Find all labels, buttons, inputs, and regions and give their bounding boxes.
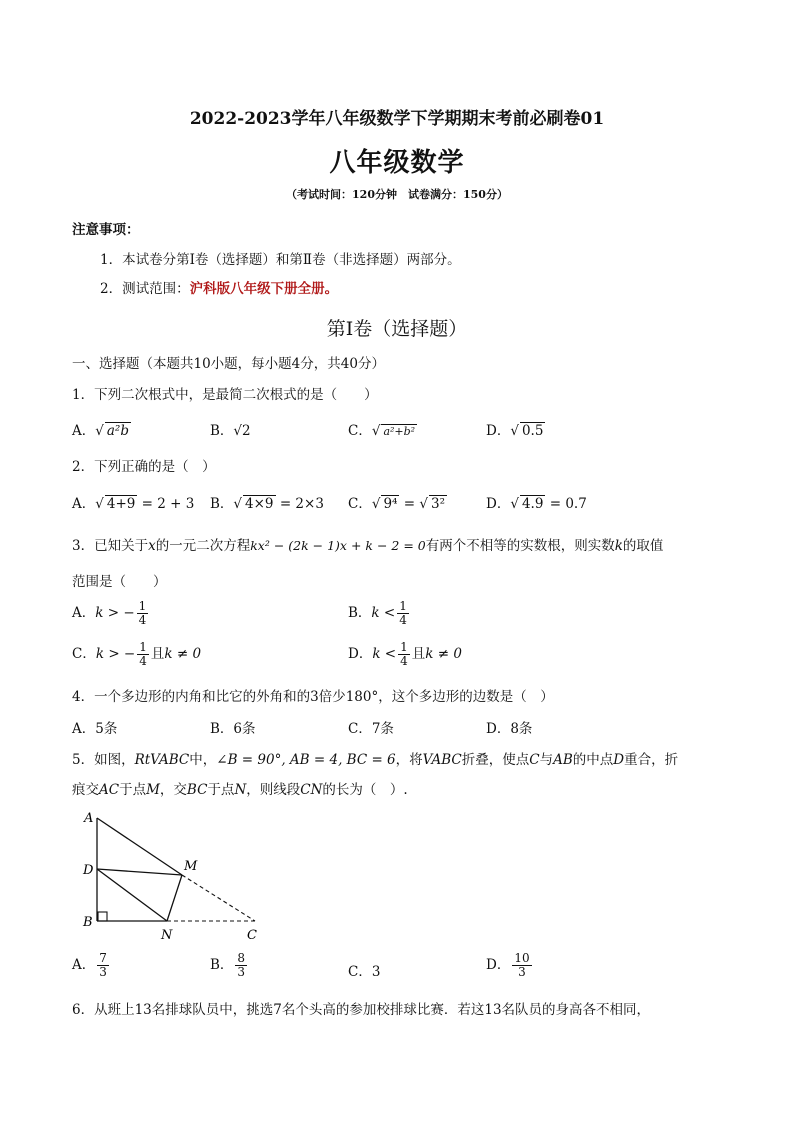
q2-option-c: C．√ 9⁴ = √ 3² [348, 496, 445, 512]
q1-stem: 1．下列二次根式中，是最简二次根式的是（ ） [72, 387, 378, 403]
q5-l2-d: 于点 [207, 782, 235, 798]
q2-a-label: A． [72, 496, 96, 512]
segment-dm [97, 869, 182, 875]
q1-c-label: C． [348, 423, 372, 439]
q5-l1-a: 5．如图， [72, 752, 135, 768]
notes-item-1: 1．本试卷分第Ⅰ卷（选择题）和第Ⅱ卷（非选择题）两部分。 [100, 252, 461, 268]
q3-b-label: B． [348, 605, 372, 621]
q6-stem: 6．从班上13名排球队员中，挑选7名个头高的参加校排球比赛．若这13名队员的身高各不相同， [72, 1002, 651, 1018]
label-c: C [247, 928, 257, 943]
q3-d-label: D． [348, 646, 373, 662]
q5-l1-c: ，将 [395, 752, 423, 768]
segment-mn [167, 875, 182, 921]
label-n: N [161, 928, 173, 943]
right-angle-mark [98, 912, 107, 921]
q3-a-num: 1 [138, 599, 147, 613]
q3-b-pre: k < [371, 605, 396, 621]
q5-point-d: D [613, 752, 625, 768]
test-scope: 沪科版八年级下册全册。 [189, 281, 339, 297]
q2-b-label: B． [210, 496, 234, 512]
q1-option-b [210, 419, 251, 439]
q3-b-fraction [397, 600, 409, 627]
notes-item-2-prefix: 2．测试范围： [100, 281, 190, 297]
q3-c-pre: k > − [95, 646, 136, 662]
q3-stem-b: 的一元二次方程 [155, 538, 251, 554]
notes-heading: 注意事项： [72, 222, 140, 238]
segment-mc-dashed [182, 875, 255, 921]
q1-b-label: B． [210, 423, 234, 439]
q2-a-rest: = 2 + 3 [137, 496, 195, 512]
q2-b-rest: = 2×3 [275, 496, 324, 512]
q3-d-post: 且 [411, 646, 426, 662]
q3-c-post: 且 [150, 646, 165, 662]
q5-l1-g: 重合，折 [624, 752, 679, 768]
q5-d-label: D． [486, 957, 511, 973]
q2-d-radicand: 4.9 [521, 496, 544, 512]
q5-conditions: ∠B = 90°, AB = 4, BC = 6 [216, 752, 396, 768]
q5-point-m: M [146, 782, 160, 798]
q5-l2-c: ，交 [159, 782, 187, 798]
q3-b-num: 1 [399, 599, 407, 613]
q5-stem-line-1 [72, 748, 678, 768]
q4-degree: 180° [345, 689, 379, 705]
part-heading: 一、选择题（本题共10小题，每小题4分，共40分） [72, 356, 385, 372]
q5-l1-d: 折叠，使点 [461, 752, 530, 768]
paper-top-title: 2022-2023学年八年级数学下学期期末考前必刷卷01 [189, 109, 605, 129]
q2-option-b: B．√ 4×9 = 2×3 [210, 496, 324, 512]
q3-c-den: 4 [139, 654, 147, 668]
q5-seg-ab: AB [553, 752, 573, 768]
q5-stem-line-2 [72, 778, 408, 798]
q5-l1-f: 的中点 [572, 752, 614, 768]
q2-option-d: D．√ 4.9 = 0.7 [486, 496, 587, 512]
q3-d-num: 1 [400, 640, 408, 654]
q2-b-radicand: 4×9 [245, 496, 274, 512]
q2-c-radicand-2: 3² [430, 496, 445, 512]
q3-c-fraction [137, 641, 149, 668]
label-b: B [83, 915, 93, 930]
exam-info: （考试时间：120分钟 试卷满分：150分） [286, 188, 508, 201]
q1-d-radicand: 0.5 [521, 423, 544, 439]
q3-a-label: A． [72, 605, 96, 621]
label-m: M [184, 859, 198, 874]
q3-d-post2: k ≠ 0 [425, 646, 462, 662]
q3-a-pre: k > − [95, 605, 135, 621]
q1-option-c: C．√ a²+b² [348, 423, 416, 439]
q5-b-fraction [235, 952, 247, 979]
q5-b-num: 8 [237, 951, 246, 965]
q3-stem-line-1 [72, 534, 663, 554]
paper-main-title: 八年级数学 [329, 148, 465, 178]
q3-d-pre: k < [372, 646, 397, 662]
q1-a-label: A． [72, 423, 96, 439]
q3-b-den: 4 [399, 613, 407, 627]
q2-a-radicand: 4+9 [106, 496, 136, 512]
q4-stem-a: 4．一个多边形的内角和比它的外角和的3倍少 [72, 689, 346, 705]
q5-a-den: 3 [99, 965, 107, 979]
notes-item-2 [100, 277, 338, 297]
q3-stem-line-2: 范围是（ ） [72, 574, 167, 590]
q2-d-rest: = 0.7 [545, 496, 587, 512]
label-d: D [83, 863, 94, 878]
q1-a-radicand: a²b [106, 423, 129, 439]
q3-stem-a: 3．已知关于 [72, 538, 149, 554]
q3-c-post2: k ≠ 0 [164, 646, 202, 662]
q5-seg-ac: AC [99, 782, 120, 798]
q5-l1-b: 中， [189, 752, 217, 768]
q5-a-fraction [97, 952, 109, 979]
q5-option-b [210, 952, 249, 979]
q3-option-d [348, 641, 462, 668]
q4-option-a: A．5条 [72, 721, 118, 737]
label-a: A [84, 811, 94, 826]
q5-seg-bc: BC [186, 782, 208, 798]
q5-option-a [72, 952, 111, 979]
q5-d-fraction [512, 952, 531, 979]
q5-d-num: 10 [514, 951, 530, 965]
q5-point-c: C [529, 752, 540, 768]
q3-option-b [348, 600, 411, 627]
q5-l2-f: 的长为（ ）. [322, 782, 408, 798]
q3-option-c [72, 641, 201, 668]
q5-a-num: 7 [99, 951, 107, 965]
q2-option-a: A．√ 4+9 = 2 + 3 [72, 496, 195, 512]
q3-equation: kx² − (2k − 1)x + k − 2 = 0 [250, 538, 426, 553]
q2-c-mid: = [399, 496, 420, 512]
q4-option-b: B．6条 [210, 721, 256, 737]
section-title: 第Ⅰ卷（选择题） [326, 318, 468, 340]
q5-triangle: RtVABC [134, 752, 190, 768]
q5-l2-b: 于点 [119, 782, 147, 798]
q5-a-label: A． [72, 957, 96, 973]
q5-option-d [486, 952, 534, 979]
q3-stem-c: 有两个不相等的实数根，则实数 [425, 538, 615, 554]
q2-d-label: D． [486, 496, 511, 512]
q4-option-c: C．7条 [348, 721, 394, 737]
q3-option-a [72, 600, 150, 627]
q3-d-fraction [398, 641, 410, 668]
q1-d-label: D． [486, 423, 511, 439]
q3-c-label: C． [72, 646, 96, 662]
q3-d-den: 4 [400, 654, 408, 668]
q2-stem: 2．下列正确的是（ ） [72, 459, 216, 475]
q5-l1-e: 与 [539, 752, 554, 768]
q5-seg-cn: CN [300, 782, 323, 798]
q2-c-label: C． [348, 496, 372, 512]
q5-geometry-figure [80, 808, 270, 948]
q1-option-d: D．√ 0.5 [486, 423, 544, 439]
q3-c-num: 1 [139, 640, 147, 654]
q4-option-d: D．8条 [486, 721, 533, 737]
q5-d-den: 3 [518, 965, 526, 979]
q3-a-fraction [137, 600, 149, 627]
q5-triangle-2: VABC [422, 752, 462, 768]
q5-option-c: C．3 [348, 964, 381, 980]
q5-b-den: 3 [237, 965, 246, 979]
q4-stem [72, 685, 554, 705]
q5-point-n: N [234, 782, 247, 798]
q3-a-den: 4 [138, 613, 147, 627]
q1-option-a: A．√ a²b [72, 423, 129, 439]
q1-b-value: √2 [233, 423, 251, 439]
q5-b-label: B． [210, 957, 234, 973]
q1-c-radicand: a²+b² [383, 425, 416, 438]
q5-l2-e: ，则线段 [246, 782, 301, 798]
q3-var-x: x [148, 538, 156, 554]
segment-am [97, 818, 182, 875]
q5-l2-a: 痕交 [72, 782, 99, 798]
q4-stem-b: ，这个多边形的边数是（ ） [378, 689, 554, 705]
q2-c-radicand: 9⁴ [383, 496, 398, 512]
q3-var-k: k [614, 538, 623, 554]
q3-stem-d: 的取值 [622, 538, 664, 554]
